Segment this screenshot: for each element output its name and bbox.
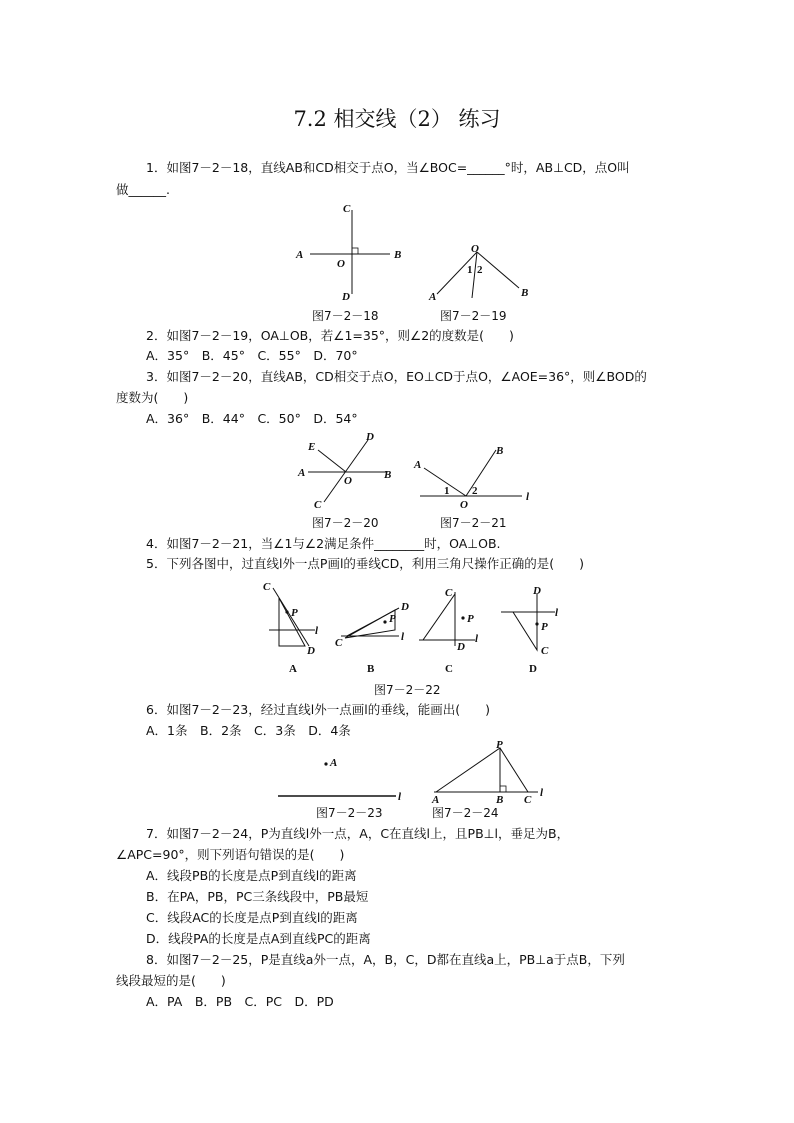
q8-line1: 8．如图7－2－25，P是直线a外一点，A，B，C，D都在直线a上，PB⊥a于点B，下列 bbox=[146, 952, 625, 967]
fig18-label-o: O bbox=[337, 258, 345, 270]
q8-line2: 线段最短的是( ) bbox=[116, 973, 226, 988]
fig18-label-c: C bbox=[343, 203, 351, 215]
figure-7-2-23 bbox=[270, 750, 410, 805]
fig24-label-b: B bbox=[496, 794, 504, 806]
figure-7-2-24 bbox=[428, 736, 558, 806]
fig22b-label-d: D bbox=[401, 601, 409, 613]
q1-line1: 1．如图7－2－18，直线AB和CD相交于点O，当∠BOC=______°时，AB⊥CD，点O叫 bbox=[146, 160, 630, 175]
caption-7-2-24: 图7－2－24 bbox=[432, 806, 499, 820]
fig21-label-b: B bbox=[496, 445, 504, 457]
fig19-label-o: O bbox=[471, 243, 479, 255]
fig22a-label-d: D bbox=[307, 645, 315, 657]
fig23-label-l: l bbox=[398, 791, 402, 803]
fig22a-label-c: C bbox=[263, 581, 271, 593]
figure-7-2-20 bbox=[298, 430, 403, 515]
fig22b-label-c: C bbox=[335, 637, 343, 649]
fig22c-label-p: P bbox=[467, 613, 474, 625]
q6-options: A．1条 B．2条 C．3条 D．4条 bbox=[146, 723, 351, 738]
fig20-label-d: D bbox=[366, 431, 374, 443]
page-title: 7.2 相交线（2） 练习 bbox=[293, 107, 501, 131]
fig22-option-b-diagram bbox=[335, 601, 409, 675]
q1-line2: 做______. bbox=[116, 182, 170, 197]
q7-option-b: B．在PA，PB，PC三条线段中，PB最短 bbox=[146, 889, 369, 904]
caption-7-2-23: 图7－2－23 bbox=[316, 806, 383, 820]
fig24-label-l: l bbox=[540, 787, 544, 799]
fig20-label-c: C bbox=[314, 499, 322, 511]
fig19-label-a: A bbox=[429, 291, 437, 303]
fig18-label-a: A bbox=[296, 249, 304, 261]
fig22b-label-l: l bbox=[401, 631, 405, 643]
q3-line2: 度数为( ) bbox=[116, 390, 189, 405]
fig22-option-d-diagram bbox=[501, 585, 559, 675]
fig22b-label-p: P bbox=[389, 613, 396, 625]
fig21-label-o: O bbox=[460, 499, 468, 511]
q2-options: A．35° B．45° C．55° D．70° bbox=[146, 348, 358, 363]
fig20-label-a: A bbox=[298, 467, 306, 479]
fig20-label-e: E bbox=[308, 441, 316, 453]
fig22-option-a: A bbox=[289, 663, 297, 675]
fig22d-label-p: P bbox=[541, 621, 548, 633]
q4-line1: 4．如图7－2－21，当∠1与∠2满足条件________时，OA⊥OB. bbox=[146, 536, 501, 551]
caption-7-2-19: 图7－2－19 bbox=[440, 309, 507, 323]
fig21-label-l: l bbox=[526, 491, 530, 503]
fig21-label-2: 2 bbox=[472, 485, 478, 497]
q7-option-d: D．线段PA的长度是点A到直线PC的距离 bbox=[146, 931, 371, 946]
fig22-option-c: C bbox=[445, 663, 453, 675]
fig22-option-d: D bbox=[529, 663, 537, 675]
fig22d-label-d: D bbox=[533, 585, 541, 597]
q8-options: A．PA B．PB C．PC D．PD bbox=[146, 994, 334, 1009]
caption-7-2-21: 图7－2－21 bbox=[440, 516, 507, 530]
q6-line1: 6．如图7－2－23，经过直线l外一点画l的垂线，能画出( ) bbox=[146, 702, 490, 717]
fig22c-label-c: C bbox=[445, 587, 453, 599]
fig23-label-a: A bbox=[330, 757, 338, 769]
q2-line1: 2．如图7－2－19，OA⊥OB，若∠1=35°，则∠2的度数是( ) bbox=[146, 328, 514, 343]
q3-options: A．36° B．44° C．50° D．54° bbox=[146, 411, 358, 426]
fig18-label-d: D bbox=[342, 291, 350, 303]
q3-line1: 3．如图7－2－20，直线AB，CD相交于点O，EO⊥CD于点O，∠AOE=36°，则∠BOD的 bbox=[146, 369, 647, 384]
fig20-label-o: O bbox=[344, 475, 352, 487]
fig24-label-a: A bbox=[432, 794, 440, 806]
fig22c-label-d: D bbox=[457, 641, 465, 653]
q7-line1: 7．如图7－2－24，P为直线l外一点，A，C在直线l上，且PB⊥l，垂足为B， bbox=[146, 826, 570, 841]
q5-line1: 5．下列各图中，过直线l外一点P画l的垂线CD，利用三角尺操作正确的是( ) bbox=[146, 556, 585, 571]
figure-7-2-22 bbox=[255, 578, 565, 678]
fig22d-label-l: l bbox=[555, 607, 559, 619]
caption-7-2-20: 图7－2－20 bbox=[312, 516, 379, 530]
fig19-label-b: B bbox=[521, 287, 529, 299]
q7-option-a: A．线段PB的长度是点P到直线l的距离 bbox=[146, 868, 357, 883]
fig18-label-b: B bbox=[394, 249, 402, 261]
figure-7-2-18 bbox=[290, 198, 410, 308]
fig22-option-b: B bbox=[367, 663, 375, 675]
fig24-label-p: P bbox=[496, 739, 503, 751]
fig22c-label-l: l bbox=[475, 633, 479, 645]
fig19-label-2: 2 bbox=[477, 264, 483, 276]
fig22a-label-p: P bbox=[291, 607, 298, 619]
fig19-label-1: 1 bbox=[467, 264, 473, 276]
figure-7-2-19 bbox=[425, 242, 535, 308]
figure-7-2-21 bbox=[410, 440, 540, 510]
caption-7-2-18: 图7－2－18 bbox=[312, 309, 379, 323]
fig20-label-b: B bbox=[384, 469, 392, 481]
fig22a-label-l: l bbox=[315, 625, 319, 637]
fig21-label-a: A bbox=[414, 459, 422, 471]
fig21-label-1: 1 bbox=[444, 485, 450, 497]
fig22-option-a-diagram bbox=[263, 581, 319, 675]
q7-option-c: C．线段AC的长度是点P到直线l的距离 bbox=[146, 910, 358, 925]
caption-7-2-22: 图7－2－22 bbox=[374, 683, 441, 697]
fig22-option-c-diagram bbox=[419, 587, 479, 675]
q7-line2: ∠APC=90°，则下列语句错误的是( ) bbox=[116, 847, 345, 862]
fig24-label-c: C bbox=[524, 794, 532, 806]
fig22d-label-c: C bbox=[541, 645, 549, 657]
